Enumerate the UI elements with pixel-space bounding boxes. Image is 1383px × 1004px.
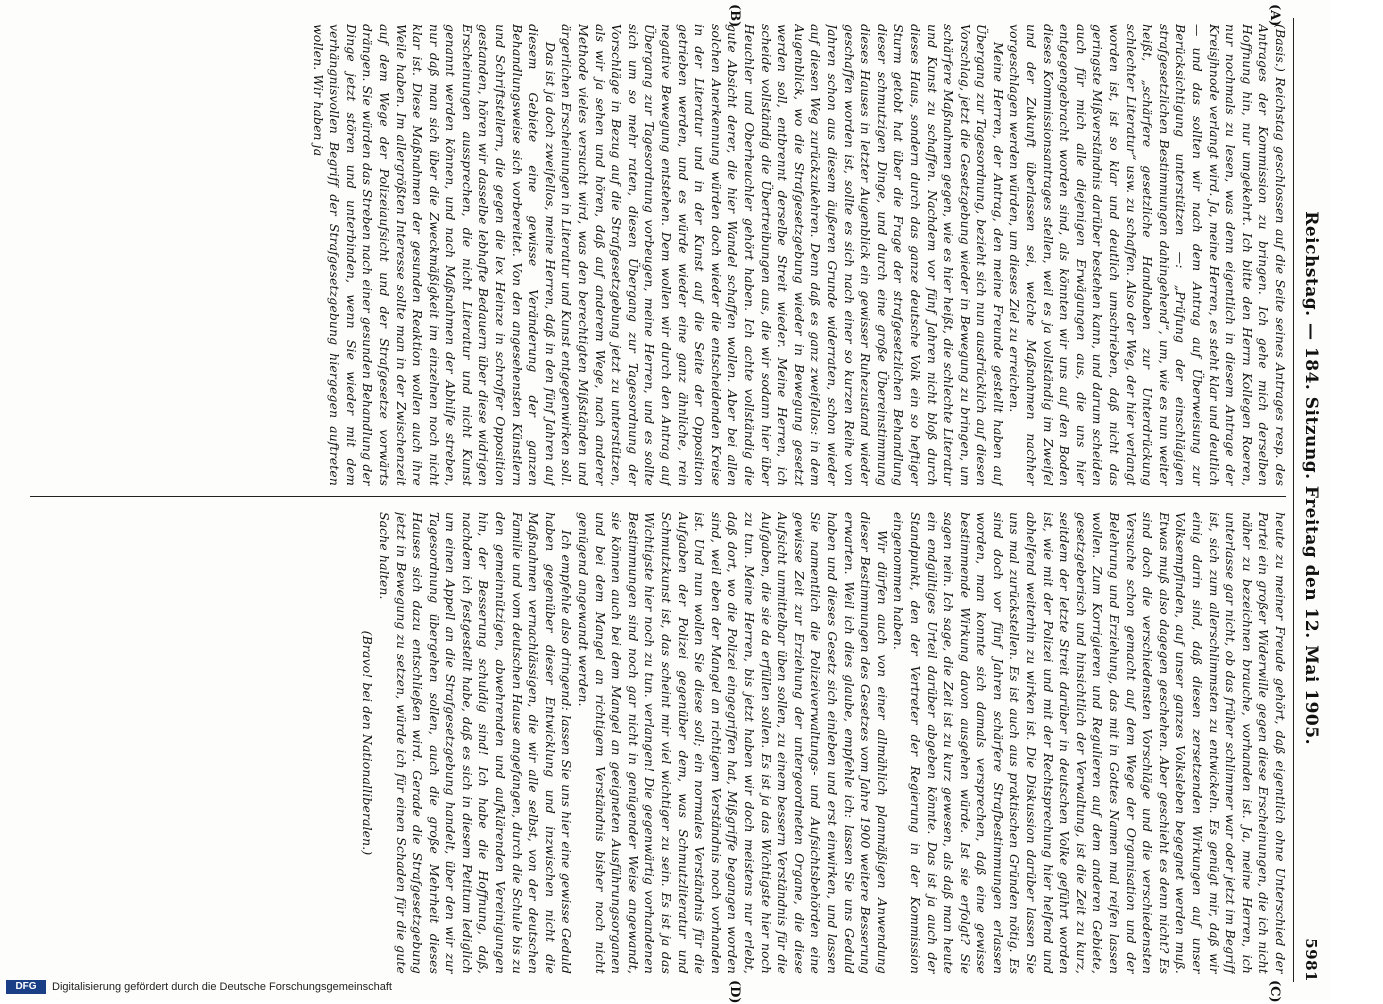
applause-note: (Bravo! bei den Nationalliberalen.) (360, 630, 376, 856)
header-rule (1293, 18, 1294, 982)
margin-marker-c: (C) (1267, 980, 1282, 1003)
margin-marker-b: (B) (727, 4, 742, 28)
left-paragraph-3: Das ist ja doch zweifellos, meine Herren, daß in den fünf Jahren auf diesem Gebiete eine gewisse Veränderung der ganzen Behandlungsweise sich vorbereitet. Von den angesehensten Künstlern und Schriftstellern, die gegen die lex Heinze in schroffer Opposition gestanden, hören wir dasselbe lebhafte Bedauern über diese widrigen Erscheinungen aussprechen, die nicht Literatur und nicht Kunst genannt werden können, und nach Maßnahmen der Abhilfe streben, nur daß man sich über die Zweckmäßigkeit im einzelnen noch nicht klar ist. Diese Maßnahmen der gesunden Reaktion wollen auch ihre Weile haben. Im allergrößten Interesse sollte man in der Zwischenzeit auf dem Wege der Polizeiaufsicht und der Strafgesetze vorwärts drängen. Sie würden das Streben nach einer gesunden Behandlung der Dinge jetzt stören und unterbinden, wenn Sie wieder mit dem verhängnisvollen Begriff der Strafgesetzgebung hiergegen auftreten wollen. Wir haben ja (310, 24, 558, 486)
page-number: 5981 (1302, 938, 1320, 982)
left-paragraph-1: (Basis.) Reichstag geschlossen auf die Seite seines Antrages resp. des Antrages der Kommission zu bringen. Ich gehe mich derselben Hoffnung hin, nur umgekehrt. Ich bitte den Herrn Kollegen Roeren, nur nochmals zu lesen, was denn eigentlich in diesem Antrage der Kreisjhnode verlangt wird. Ja, meine Herren, es steht klar und deutlich — und das sollten wir nach dem Antrag auf Überweisung zur Berücksichtigung unterstützen —: „Prüfung der einschlägigen strafgesetzlichen Bestimmungen dahingehend“, um, wie es nun weiter heißt, „schärfere gesetzliche Handhaben zur Unterdrückung schlechter Literatur“ usw. zu schaffen. Also der Weg, der hier verlangt worden ist, ist so klar und deutlich umschrieben, daß nicht das geringste Mißverständnis darüber bestehen kann, und darum scheiden auch für mich alle diejenigen Erwägungen aus, die uns hier entgegengebracht worden sind, als könnten wir uns auf den Boden dieses Kommissionsantrages stellen, weil es ja vollständig im Zweifel und der Zukunft überlassen sei, welche Maßnahmen nachher vorgeschlagen werden würden, um dieses Ziel zu erreichen. (1007, 24, 1288, 486)
header-title: Reichstag. — 184. Sitzung. Freitag den 12. Mai 1905. (1301, 211, 1321, 746)
right-paragraph-1: heute zu meiner Freude gehört, daß eigentlich ohne Unterschied der Partei ein großer Widerwille gegen diese Erscheinungen, die ich nicht näher zu bezeichnen brauche, vorhanden ist. Ja, meine Herren, ich unterlasse gar nicht, ob das früher schlimmer war oder jetzt im Begriff ist, sich zum allerschlimmsten zu entwickeln. Es genügt mir, daß wir einig darin sind, daß diesen zersetzenden Wirkungen auf unser Volksempfinden, auf unser ganzes Volksleben begegnet werden muß. Etwas muß also dagegen geschehen. Aber geschieht es denn nicht? Es sind doch die verschiedensten Vorschläge und die verschiedensten Versuche schon gemacht auf dem Wege der Organisation und der Belehrung und Erziehung, das mit in Gottes Namen mal reifen lassen wollen. Zum Korrigieren und Regulieren auf dem anderen Gebiete, gesetzgeberisch und hinsichtlich der Verwaltung, ist die Zeit zu kurz, seitdem der letzte Streit darüber in deutschen Volke geführt worden ist, wie mit der Polizei und mit der Rechtsprechung hier helfend und abhelfend weiterhin zu wirken ist. Die Diskussion darüber lassen Sie uns mal zurückstellen. Es ist auch aus praktischen Gründen nötig. Es sind doch vor fünf Jahren schärfere Strafbestimmungen erlassen worden, man konnte sich damals versprechen, daß eine gewisse bestimmende Wirkung davon ausgehen würde. Ist sie erfolgt? Sie sagen nein. Ich sage, die Zeit ist zu kurz gewesen, als daß man heute ein endgültiges Urteil darüber abgeben könnte. Das ist ja auch der Standpunkt, den der Vertreter der Regierung in der Kommission eingenommen haben. (891, 512, 1288, 974)
right-paragraph-3: Ich empfehle also dringend: lassen Sie uns hier eine gewisse Geduld haben gegenüber dieser Entwicklung und inzwischen nicht die Maßnahmen vernachlässigen, die wir alle selbst, von der deutschen Familie und vom deutschen Hause angefangen, durch die Schule bis zu den gemeinnützigen, abwehrenden und aufklärenden Vereinigungen hin, der Besserung schuldig sind! Ich habe die Hoffnung, daß, nachdem ich festgestellt habe, daß es sich in diesem Petitum lediglich um einen Appell an die Strafgesetzgebung handelt, über den wir zur Tagesordnung übergehen sollen, auch die große Mehrheit dieses Hauses sich dazu entschließen wird. Gerade die Strafgesetzgebung jetzt in Bewegung zu setzen, würde ich für einen Schaden für die gute Sache halten. (376, 512, 575, 974)
dfg-logo: DFG (6, 980, 46, 994)
page-header (1298, 18, 1324, 982)
left-column (13, 24, 1288, 486)
right-paragraph-2: Wir dürfen auch von einer allmählich planmäßigen Anwendung dieser Bestimmungen des Gesetzes vom Jahre 1900 weitere Besserung erwarten. Weil ich dies glaube, empfehle ich: lassen Sie uns Geduld haben und dieses Gesetz sich einleben und erst einwirken, und lassen Sie namentlich die Polizeiverwaltungs- und Aufsichtsbehörden eine gewisse Zeit zur Erziehung der untergeordneten Organe, die diese Aufsicht unmittelbar üben sollen, zu einem bessern Verständnis für die Aufgaben, die sie da erfüllen sollen. Es ist ja das Wichtigste hier noch zu tun. Meine Herren, bis jetzt haben wir doch meistens nur erlebt, daß dort, wo die Polizei eingegriffen hat, Mißgriffe begangen worden sind, weil eben der Mangel an richtigem Verständnis noch vorhanden ist. Und nun wollen Sie diese soll; ein normales Verständnis für die Aufgaben der Polizei gegenüber dem, was Schmutzliteratur und Schmutzkunst ist, das scheint mir viel wichtiger zu sein. Es ist ja das Wichtigste hier noch zu tun. verlangen! Die gegenwärtig vorhandenen Bestimmungen sind noch gar nicht in genügender Weise angewandt, sie können auch bei dem Mangel an geeigneten Ausführungsorganen und bei dem Mangel an richtigem Verständnis bisher noch nicht genügend angewandt werden. (576, 512, 890, 974)
margin-marker-a: (A) (1267, 4, 1282, 27)
right-column (13, 512, 1288, 974)
column-divider (30, 496, 1286, 497)
left-paragraph-2: Meine Herren, der Antrag, den meine Freunde gestellt haben auf Übergang zur Tagesordnung, bezieht sich nun ausdrücklich auf diesen Vorschlag, jetzt die Gesetzgebung wieder in Bewegung zu bringen, um schärfere Maßnahmen gegen, wie es hier heißt, die schlechte Literatur und Kunst zu schaffen. Nachdem vor fünf Jahren nicht bloß durch dieses Haus, sondern durch das ganze deutsche Volk ein so heftiger Sturm getobt hat über die Frage der strafgesetzlichen Behandlung dieser schmutzigen Dinge, und durch eine große Übereinstimmung dieses Hauses in letzter Augenblick ein gewisser Ruhezustand wieder geschaffen worden ist, sollte es sich nach einer so kurzen Reihe von Jahren schon aus diesem äußeren Grunde widerraten, schon wieder auf diesen Weg zurückzukehren. Denn daß es ganz zweifellos: in dem Augenblick, wo die Strafgesetzgebung wieder in Bewegung gesetzt werden soll, entbrennt derselbe Streit wieder. Meine Herren, ich scheide vollständig die Übertreibungen aus, die wir sodann hier über Heuchler und Oberheuchler gehört haben. Ich achte vollständig die gute Absicht derer, die hier Wandel schaffen wollen. Aber bei allen solchen Anerkennung würden doch wieder die entscheidenden Kreise in der Literatur und in der Kunst auf die Seite der Opposition getrieben werden, und es würde wieder eine ganz ähnliche, rein negative Bewegung entstehen. Dem wollen wir durch den Antrag auf Übergang zur Tagesordnung vorbeugen, meine Herren, und es sollte sich um so mehr raten, diesen Übergang zur Tagesordnung der Vorschläge in Bezug auf die Strafgesetzgebung jetzt zu unterstützen, als wir ja sehen und hören, daß auf anderem Wege, nach anderer Methode vieles versucht wird, was den berechtigten Mißständen und ärgerlichen Erscheinungen in Literatur und Kunst entgegenwirken soll. (559, 24, 1006, 486)
margin-marker-d: (D) (727, 980, 742, 1004)
digitization-footer (0, 980, 1383, 1000)
digitization-credit: Digitalisierung gefördert durch die Deutsche Forschungsgemeinschaft (52, 981, 392, 993)
